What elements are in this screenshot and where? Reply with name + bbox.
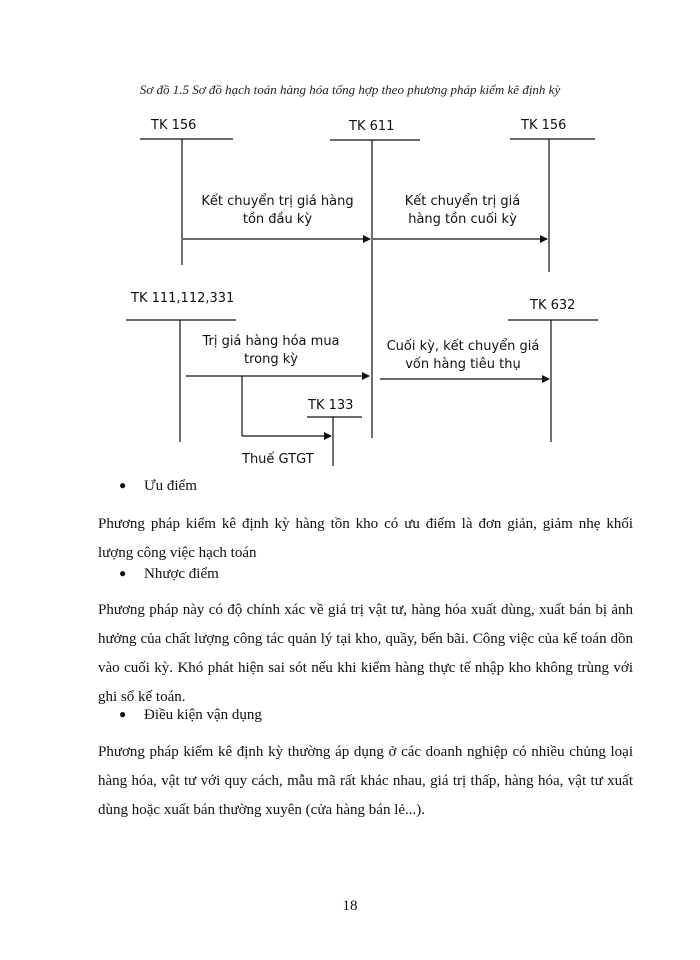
label-vat: Thuế GTGT [242,452,314,467]
paragraph-conditions: Phương pháp kiểm kê định kỳ thường áp dụng ở các doanh nghiệp có nhiều chủng loại hàng hóa, vật tư với quy cách, mẫu mã rất khác nhau, giá trị thấp, hàng hóa, vật tư xuất dùng hoặc xuất bán thường xuyên (cửa hàng bán lẻ...). [98,744,633,818]
paragraph-disadvantages: Phương pháp này có độ chính xác về giá trị vật tư, hàng hóa xuất dùng, xuất bán bị ảnh hưởng của chất lượng công tác quản lý tại kho, quầy, bến bãi. Công việc của kế toán dồn vào cuối kỳ. Khó phát hiện sai sót nếu khi kiểm hàng thực tế nhập kho không trùng với ghi sổ kế toán. [98,602,633,705]
bullet-heading: Nhược điểm [144,566,219,582]
tk632-label: TK 632 [530,298,576,313]
page-number: 18 [342,898,358,914]
label-closing-transfer: Kết chuyển trị giá hàng tồn cuối kỳ [404,194,521,227]
label-purchase: Trị giá hàng hóa mua trong kỳ [202,334,340,367]
diagram-caption: Sơ đồ 1.5 Sơ đồ hạch toán hàng hóa tổng hợp theo phương pháp kiểm kê định kỳ [139,82,561,97]
tk611-label: TK 611 [349,119,395,134]
label-cost-of-sales: Cuối kỳ, kết chuyển giá vốn hàng tiêu thụ [386,339,540,372]
tk156-left-label: TK 156 [151,118,197,133]
paragraph-advantages: Phương pháp kiểm kê định kỳ hàng tồn kho có ưu điểm là đơn giản, giảm nhẹ khối lượng công việc hạch toán [98,516,633,561]
label-opening-transfer: Kết chuyển trị giá hàng tồn đầu kỳ [201,194,354,227]
tk133-label: TK 133 [308,398,354,413]
bullet-dot-icon: ● [119,707,127,721]
bullet-heading: Điều kiện vận dụng [144,707,262,723]
bullet-heading: Ưu điểm [144,478,197,494]
tk156-right-label: TK 156 [521,118,567,133]
tk111-label: TK 111,112,331 [131,291,235,306]
bullet-dot-icon: ● [119,478,127,492]
bullet-dot-icon: ● [119,566,127,580]
